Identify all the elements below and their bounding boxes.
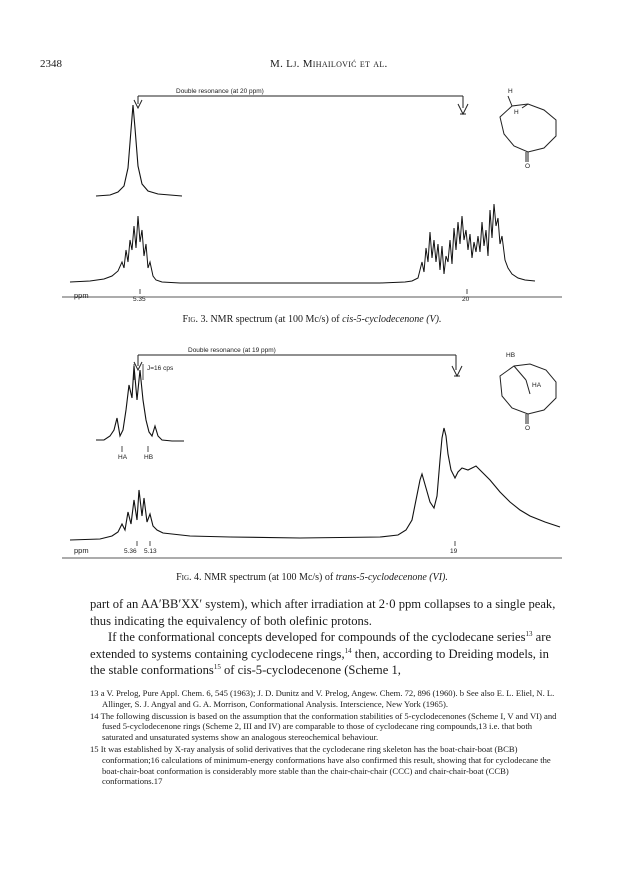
fig4-label-ha: HA — [118, 454, 128, 461]
footnote-13: 13 a V. Prelog, Pure Appl. Chem. 6, 545 (1963); J. D. Dunitz and V. Prelog, Angew. Chem. 72, 896 (1960). b See also E. L. Eliel, N. L. Allinger, S. J. Angyal and G. A. Morrison, Conformational Analysis. Interscience, New York (1965). — [90, 688, 555, 709]
fig3-axis-unit: ppm — [74, 291, 89, 300]
fig4-caption: Fig. 4. NMR spectrum (at 100 Mc/s) of trans-5-cyclodecenone (VI). — [176, 572, 448, 583]
footnote-15: 15 It was established by X-ray analysis of solid derivatives that the cyclodecane ring skeleton has the boat-chair-boat (BCB) conformation;16 calculations of minimum-energy conformations have also confirmed this result, showing that for cyclodecane the boat-chair-boat conformation is considerably more stable than the chair-chair-chair (CCC) and chair-chair-boat (CCB) conformations.17 — [90, 743, 551, 787]
paragraph-2: If the conformational concepts developed for compounds of the cyclodecane series$^{13}$ are extended to systems containing cyclodecene rings,$^{14}$ then, according to Dreiding models, in the stable conformations$^{15}$ of cis-5-cyclodecenone (Scheme 1, — [90, 629, 552, 677]
footnote-14: 14 The following discussion is based on the assumption that the conformation stabilities of 5-cyclodecenones (Scheme I, V and VI) and fused 5-cyclodecenone rings (Scheme 2, III and IV) are comparable to those of cyclodecane ring compounds,13 i.e. that both saturated and unsaturated systems show an analogous stereochemical behaviour. — [90, 710, 557, 743]
fig4-structure-ha: HA — [532, 382, 542, 389]
fig4-tick-513: 5.13 — [144, 548, 157, 555]
footnotes — [90, 688, 560, 788]
fig3-caption: Fig. 3. NMR spectrum (at 100 Mc/s) of cis-5-cyclodecenone (V). — [182, 314, 442, 325]
fig3-tick-535: 5.35 — [133, 296, 146, 303]
fig4-structure-oxygen: O — [525, 425, 531, 432]
fig4-structure-hb: HB — [506, 352, 516, 359]
fig3-structure-oxygen: O — [525, 163, 531, 170]
fig3-structure-h-top: H — [508, 88, 513, 95]
fig4-coupling-constant: J=16 cps — [147, 365, 174, 372]
fig3-double-resonance-label: Double resonance (at 20 ppm) — [176, 88, 264, 95]
cyclodecenone-structure-trans — [500, 364, 556, 424]
fig4-label-hb: HB — [144, 454, 154, 461]
fig4-tick-536: 5.36 — [124, 548, 137, 555]
page-number: 2348 — [40, 58, 62, 70]
fig4-double-resonance-label: Double resonance (at 19 ppm) — [188, 347, 276, 354]
fig3-structure-h-mid: H — [514, 109, 519, 116]
paragraph-1: part of an AA′BB′XX′ system), which after irradiation at 2·0 ppm collapses to a single peak, thus indicating the equivalency of both olefinic protons. — [90, 597, 556, 628]
fig4-axis-unit: ppm — [74, 546, 89, 555]
body-text — [90, 596, 560, 679]
fig4-tick-19: 19 — [450, 548, 458, 555]
fig3-tick-20: 20 — [462, 296, 470, 303]
running-title: M. Lj. Mihailović et al. — [270, 58, 388, 70]
